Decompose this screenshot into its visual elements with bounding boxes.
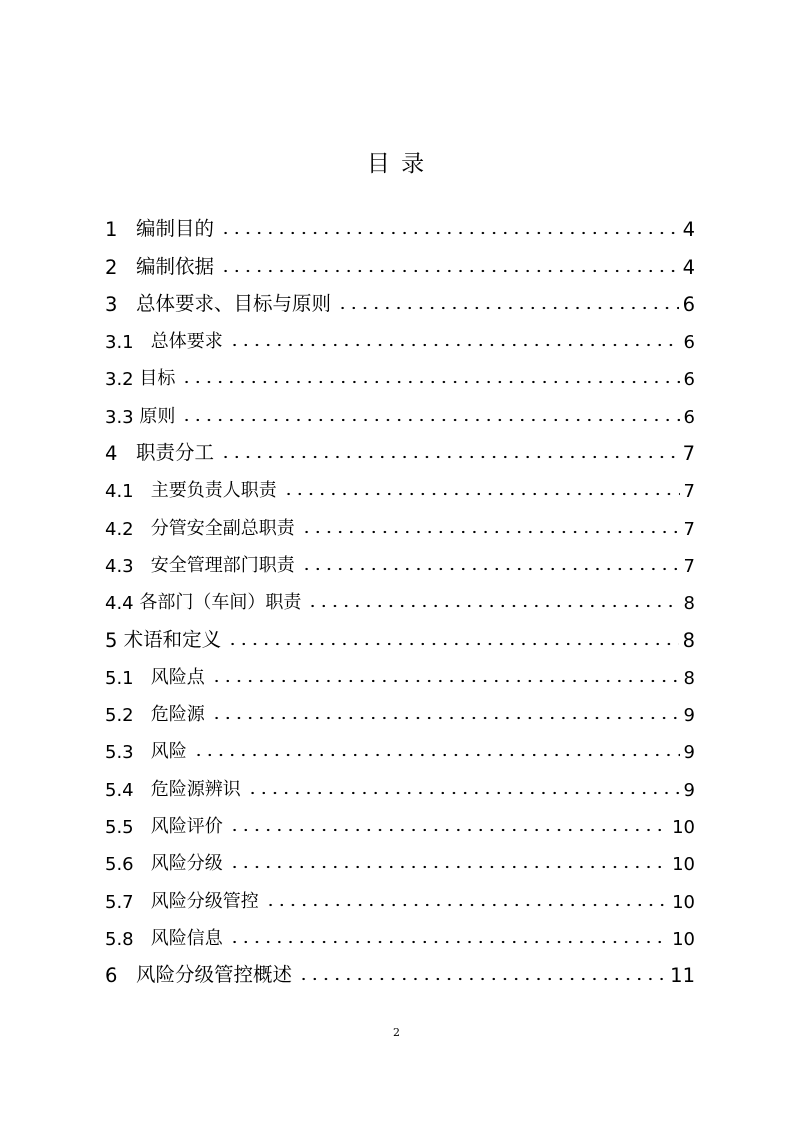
- toc-entry[interactable]: [105, 390, 695, 427]
- toc-entry-label: 编制目的: [136, 217, 215, 241]
- leader-dots: [193, 753, 680, 757]
- leader-dots: [229, 940, 668, 944]
- toc-entry-page: 7: [682, 442, 695, 466]
- leader-dots: [181, 418, 679, 422]
- toc-entry-label: 术语和定义: [123, 627, 222, 651]
- toc-entry-label: 危险源: [150, 704, 205, 726]
- toc-entry-page: 8: [682, 628, 695, 652]
- toc-entry-page: 9: [683, 705, 695, 727]
- toc-entry-number: 5.6: [105, 854, 151, 876]
- toc-entry-label: 安全管理部门职责: [150, 554, 295, 576]
- leader-dots: [229, 828, 668, 832]
- leader-dots: [211, 679, 680, 683]
- toc-entry[interactable]: [105, 204, 695, 241]
- toc-entry[interactable]: [105, 577, 695, 614]
- toc-entry-number: 1: [105, 218, 137, 242]
- toc-entry-page: 4: [682, 218, 695, 242]
- toc-entry[interactable]: [105, 316, 695, 353]
- toc-entry-number: 4.2: [105, 518, 151, 540]
- toc-entry-number: 5: [105, 628, 124, 652]
- toc-entry[interactable]: [105, 838, 695, 875]
- toc-entry-number: 3.3: [105, 406, 140, 428]
- toc-entry[interactable]: [105, 279, 695, 316]
- toc-entry-page: 9: [683, 779, 695, 801]
- toc-entry-page: 10: [672, 928, 695, 950]
- toc-entry-number: 4.4: [105, 593, 140, 615]
- toc-entry[interactable]: [105, 353, 695, 390]
- toc-entry-page: 7: [683, 518, 695, 540]
- toc-entry-label: 分管安全副总职责: [150, 517, 295, 539]
- toc-entry[interactable]: [105, 502, 695, 539]
- toc-entry-number: 2: [105, 255, 137, 279]
- toc-entry-label: 职责分工: [136, 441, 215, 465]
- toc-entry-number: 5.3: [105, 742, 151, 764]
- toc-entry-page: 7: [683, 555, 695, 577]
- toc-entry[interactable]: [105, 763, 695, 800]
- toc-entry-page: 10: [672, 854, 695, 876]
- leader-dots: [229, 865, 668, 869]
- leader-dots: [337, 306, 679, 310]
- leader-dots: [307, 604, 679, 608]
- toc-entry-number: 5.2: [105, 705, 151, 727]
- toc-entry-page: 10: [672, 891, 695, 913]
- toc-entry-label: 危险源辨识: [150, 778, 241, 800]
- toc-entry[interactable]: [105, 428, 695, 465]
- toc-entry[interactable]: [105, 913, 695, 950]
- leader-dots: [247, 791, 680, 795]
- toc-entry-number: 5.7: [105, 891, 151, 913]
- toc-entry[interactable]: [105, 726, 695, 763]
- toc-entry[interactable]: [105, 875, 695, 912]
- leader-dots: [211, 716, 680, 720]
- toc-entry-number: 4.3: [105, 555, 151, 577]
- toc-entry-number: 5.4: [105, 779, 151, 801]
- toc-entry[interactable]: [105, 241, 695, 278]
- toc-entry-page: 6: [682, 292, 695, 316]
- toc-entry-label: 编制依据: [136, 254, 215, 278]
- leader-dots: [298, 977, 666, 981]
- toc-entry[interactable]: [105, 465, 695, 502]
- toc-entry-number: 6: [105, 964, 137, 988]
- toc-entry-page: 7: [683, 481, 695, 503]
- toc-entry-number: 3.2: [105, 369, 140, 391]
- toc-entry[interactable]: [105, 652, 695, 689]
- toc-entry-number: 5.1: [105, 667, 151, 689]
- toc-entry-number: 5.5: [105, 817, 151, 839]
- toc-entry-page: 9: [683, 742, 695, 764]
- toc-entry-label: 风险信息: [150, 927, 223, 949]
- leader-dots: [283, 492, 680, 496]
- leader-dots: [301, 567, 680, 571]
- toc-entry-label: 风险点: [150, 666, 205, 688]
- toc-entry-label: 总体要求: [150, 331, 223, 353]
- toc-entry-number: 5.8: [105, 928, 151, 950]
- leader-dots: [227, 642, 678, 646]
- toc-entry-page: 6: [683, 332, 695, 354]
- leader-dots: [181, 380, 679, 384]
- toc-entry-number: 3.1: [105, 332, 151, 354]
- toc-entry-label: 目标: [139, 368, 176, 390]
- toc-title: 目 录: [366, 151, 427, 177]
- table-of-contents: [105, 204, 695, 987]
- toc-entry-label: 风险: [150, 741, 187, 763]
- toc-entry-page: 11: [670, 964, 695, 988]
- toc-entry[interactable]: [105, 540, 695, 577]
- toc-entry-label: 各部门（车间）职责: [139, 592, 302, 614]
- toc-entry-number: 3: [105, 292, 137, 316]
- toc-entry-label: 总体要求、目标与原则: [136, 291, 332, 315]
- toc-entry-label: 风险分级管控: [150, 890, 259, 912]
- toc-entry-label: 主要负责人职责: [150, 480, 277, 502]
- toc-entry-page: 4: [682, 255, 695, 279]
- toc-entry-label: 风险评价: [150, 816, 223, 838]
- toc-entry-label: 风险分级管控概述: [136, 963, 293, 987]
- toc-entry-page: 6: [683, 369, 695, 391]
- toc-entry[interactable]: [105, 614, 695, 651]
- toc-entry[interactable]: [105, 801, 695, 838]
- leader-dots: [265, 903, 668, 907]
- leader-dots: [220, 269, 679, 273]
- toc-entry[interactable]: [105, 689, 695, 726]
- toc-entry[interactable]: [105, 950, 695, 987]
- toc-entry-number: 4.1: [105, 481, 151, 503]
- toc-entry-page: 8: [683, 667, 695, 689]
- leader-dots: [220, 231, 679, 235]
- leader-dots: [301, 530, 680, 534]
- page-number: 2: [393, 1026, 400, 1039]
- toc-entry-number: 4: [105, 442, 137, 466]
- toc-entry-page: 8: [683, 593, 695, 615]
- toc-entry-label: 风险分级: [150, 853, 223, 875]
- toc-entry-page: 10: [672, 817, 695, 839]
- leader-dots: [220, 455, 679, 459]
- toc-entry-label: 原则: [139, 405, 176, 427]
- leader-dots: [229, 343, 680, 347]
- toc-entry-page: 6: [683, 406, 695, 428]
